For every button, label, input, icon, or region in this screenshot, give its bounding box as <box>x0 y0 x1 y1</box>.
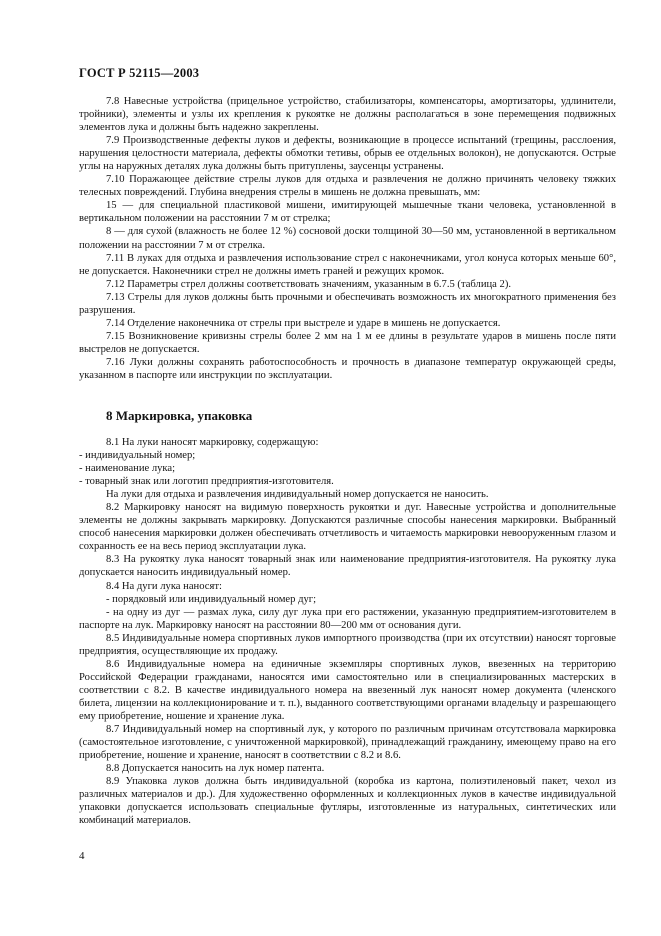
paragraph-7-11: 7.11 В луках для отдыха и развлечения использование стрел с наконечниками, угол конуса которых меньше 60°, не допускается. Наконечники стрел не должны иметь граней и режущих кромок. <box>79 252 616 277</box>
paragraph-7-16: 7.16 Луки должны сохранять работоспособность и прочность в диапазоне температур окружающей среды, указанном в паспорте или инструкции по эксплуатации. <box>79 356 616 381</box>
section-8-title: 8 Маркировка, упаковка <box>106 408 253 423</box>
paragraph-7-10-item-8: 8 — для сухой (влажность не более 12 %) сосновой доски толщиной 30—50 мм, установленной в вертикальном положении на расстоянии 7 м от стрелка. <box>79 226 616 251</box>
standard-header: ГОСТ Р 52115—2003 <box>79 66 200 80</box>
list-item: - наименование лука; <box>79 463 176 475</box>
paragraph-8-2: 8.2 Маркировку наносят на видимую поверхность рукоятки и дуг. Навесные устройства и дополнительные элементы не должны закрывать маркировку. Допускаются различные способы нанесения маркировки. Выбранный способ нанесения маркировки должен обеспечивать отчетливость и читаемость маркировки невооруженным глазом и сохранность ее на весь период эксплуатации лука. <box>79 502 616 553</box>
list-item: - порядковый или индивидуальный номер дуг; <box>106 593 317 605</box>
paragraph-7-15: 7.15 Возникновение кривизны стрелы более 2 мм на 1 м ее длины в результате ударов в мишень после пяти выстрелов не допускается. <box>79 330 616 355</box>
paragraph-7-10-item-15: 15 — для специальной пластиковой мишени, имитирующей мышечные ткани человека, установленной в вертикальном положении на расстоянии 7 м от стрелка; <box>79 200 616 225</box>
paragraph-8-9: 8.9 Упаковка луков должна быть индивидуальной (коробка из картона, полиэтиленовый пакет, чехол из различных материалов и др.). Для художественно оформленных и коллекционных луков в качестве индивидуальной упаковки допускается использовать специальные футляры, изготовленные из натуральных, синтетических или комбинаций материалов. <box>79 776 616 827</box>
paragraph-8-1-note: На луки для отдыха и развлечения индивидуальный номер допускается не наносить. <box>106 489 489 501</box>
list-item: - индивидуальный номер; <box>79 450 196 462</box>
paragraph-7-9: 7.9 Производственные дефекты луков и дефекты, возникающие в процессе испытаний (трещины, расслоения, нарушения целостности материала, дефекты обмотки тетивы, обрыв ее отдельных волокон), не допускаются. Острые углы на наружных деталях лука должны быть притуплены, заусенцы устранены. <box>79 135 616 173</box>
paragraph-8-1: 8.1 На луки наносят маркировку, содержащую: <box>106 437 319 448</box>
paragraph-8-6: 8.6 Индивидуальные номера на единичные экземпляры спортивных луков, ввезенных на территорию Российской Федерации гражданами, наносятся ими самостоятельно или в специализированных мастерских в соответствии с 8.2. В качестве индивидуального номера на ввезенный лук наносят номер документа (членского билета, лицензии на коллекционирование и т. п.), выданного соответствующими органами владельцу и разрешающего ему приобретение, ношение и хранение лука. <box>79 658 616 722</box>
paragraph-7-13: 7.13 Стрелы для луков должны быть прочными и обеспечивать возможность их многократного применения без разрушения. <box>79 291 616 316</box>
paragraph-8-7: 8.7 Индивидуальный номер на спортивный лук, у которого по различным причинам отсутствовала маркировка (самостоятельное изготовление, с уничтоженной маркировкой), принадлежащий гражданину, имеющему право на его приобретение, ношение и хранение, наносят в соответствии с 8.2 и 8.6. <box>79 724 616 762</box>
paragraph-8-3: 8.3 На рукоятку лука наносят товарный знак или наименование предприятия-изготовителя. На рукоятку лука допускается наносить индивидуальный номер. <box>79 554 616 579</box>
paragraph-7-10: 7.10 Поражающее действие стрелы луков для отдыха и развлечения не должно причинять человеку тяжких телесных повреждений. Глубина внедрения стрелы в мишень не должна превышать, мм: <box>79 174 616 199</box>
page-number: 4 <box>79 850 85 862</box>
paragraph-7-8: 7.8 Навесные устройства (прицельное устройство, стабилизаторы, компенсаторы, амортизаторы, удлинители, тройники), элементы и узлы их крепления к рукоятке не должны располагаться в зоне перемещения подвижных элементов лука и должны быть надежно закреплены. <box>79 96 616 134</box>
section8-body <box>79 436 616 827</box>
paragraph-7-12: 7.12 Параметры стрел должны соответствовать значениям, указанным в 6.7.5 (таблица 2). <box>106 278 511 290</box>
paragraph-8-4: 8.4 На дуги лука наносят: <box>106 580 222 592</box>
list-item: - на одну из дуг — размах лука, силу дуг лука при его растяжении, указанную предприятием-изготовителем в паспорте на лук. Маркировку наносят на расстоянии 80—200 мм от основания дуги. <box>79 606 616 631</box>
section7-body <box>79 95 616 382</box>
paragraph-7-14: 7.14 Отделение наконечника от стрелы при выстреле и ударе в мишень не допускается. <box>106 317 501 329</box>
paragraph-8-8: 8.8 Допускается наносить на лук номер патента. <box>106 763 325 775</box>
paragraph-8-5: 8.5 Индивидуальные номера спортивных луков импортного производства (при их отсутствии) наносят торговые предприятия, осуществляющие их продажу. <box>79 632 616 657</box>
list-item: - товарный знак или логотип предприятия-изготовителя. <box>79 476 334 488</box>
